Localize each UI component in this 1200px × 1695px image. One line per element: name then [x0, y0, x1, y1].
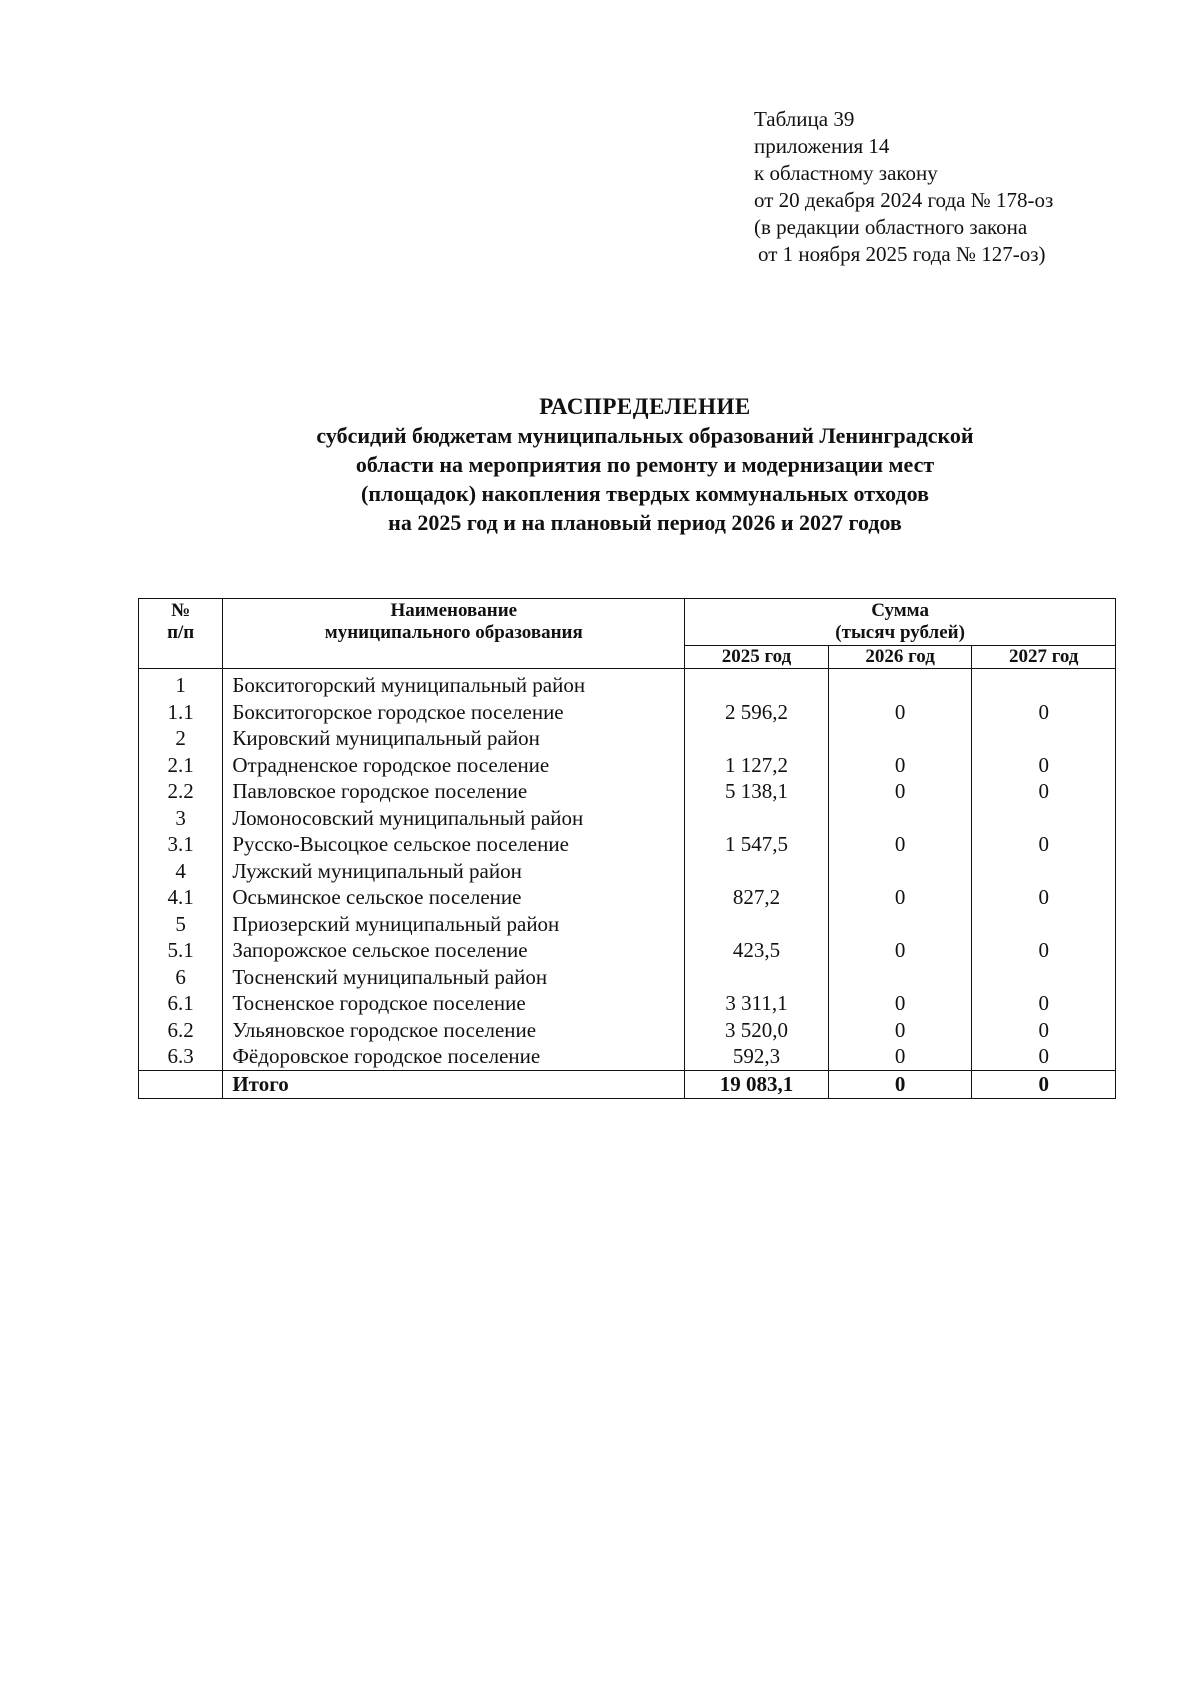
attachment-line: (в редакции областного закона	[754, 215, 1028, 239]
row-value-2025: 1 547,5	[685, 831, 829, 858]
header-number-line1: №	[171, 600, 191, 621]
row-value-2025	[685, 858, 829, 885]
header-year-2026: 2026 год	[828, 646, 972, 669]
row-name: Павловское городское поселение	[223, 778, 685, 805]
row-name: Ломоносовский муниципальный район	[223, 805, 685, 832]
table-body	[139, 669, 1116, 1099]
total-value-2027: 0	[972, 1070, 1116, 1098]
table-header-row	[139, 599, 1116, 646]
total-row	[139, 1070, 1116, 1098]
row-value-2026	[828, 669, 972, 699]
table-row	[139, 911, 1116, 938]
row-value-2026	[828, 805, 972, 832]
row-name: Кировский муниципальный район	[223, 725, 685, 752]
header-name	[223, 599, 685, 669]
row-number: 3	[139, 805, 223, 832]
row-value-2026	[828, 964, 972, 991]
row-name: Бокситогорский муниципальный район	[223, 669, 685, 699]
row-number: 6.2	[139, 1017, 223, 1044]
table-row	[139, 752, 1116, 779]
row-value-2025: 3 520,0	[685, 1017, 829, 1044]
document-title: РАСПРЕДЕЛЕНИЕ	[539, 394, 751, 419]
row-name: Бокситогорское городское поселение	[223, 699, 685, 726]
row-number: 4.1	[139, 884, 223, 911]
total-number-empty	[139, 1070, 223, 1098]
row-value-2025: 592,3	[685, 1043, 829, 1070]
header-sum	[685, 599, 1116, 646]
row-name: Осьминское сельское поселение	[223, 884, 685, 911]
row-value-2025	[685, 964, 829, 991]
table-row	[139, 990, 1116, 1017]
row-value-2025	[685, 911, 829, 938]
total-label: Итого	[223, 1070, 685, 1098]
row-value-2026: 0	[828, 778, 972, 805]
row-value-2026: 0	[828, 990, 972, 1017]
row-name: Русско-Высоцкое сельское поселение	[223, 831, 685, 858]
row-value-2026: 0	[828, 1017, 972, 1044]
document-subtitle-line: области на мероприятия по ремонту и модернизации мест	[355, 452, 935, 477]
attachment-reference	[754, 106, 1134, 268]
row-value-2025: 827,2	[685, 884, 829, 911]
header-year-2025: 2025 год	[685, 646, 829, 669]
document-subtitle-line: на 2025 год и на плановый период 2026 и 2027 годов	[388, 510, 902, 535]
table-row	[139, 805, 1116, 832]
row-number: 6.1	[139, 990, 223, 1017]
table-row	[139, 725, 1116, 752]
table-row	[139, 1017, 1116, 1044]
table-row	[139, 831, 1116, 858]
row-value-2026	[828, 911, 972, 938]
header-number-line2: п/п	[167, 622, 195, 643]
row-name: Отрадненское городское поселение	[223, 752, 685, 779]
row-value-2025: 1 127,2	[685, 752, 829, 779]
row-value-2026: 0	[828, 699, 972, 726]
row-value-2027	[972, 964, 1116, 991]
document-heading	[130, 392, 1160, 537]
row-value-2027	[972, 858, 1116, 885]
row-number: 1	[139, 669, 223, 699]
row-number: 2.2	[139, 778, 223, 805]
row-number: 2.1	[139, 752, 223, 779]
row-number: 4	[139, 858, 223, 885]
table-row	[139, 884, 1116, 911]
row-name: Ульяновское городское поселение	[223, 1017, 685, 1044]
table-row	[139, 699, 1116, 726]
row-value-2025: 5 138,1	[685, 778, 829, 805]
row-value-2027: 0	[972, 884, 1116, 911]
header-number	[139, 599, 223, 669]
row-value-2027	[972, 669, 1116, 699]
row-number: 6.3	[139, 1043, 223, 1070]
row-value-2027: 0	[972, 699, 1116, 726]
header-name-line1: Наименование	[390, 600, 518, 621]
row-number: 5.1	[139, 937, 223, 964]
row-value-2025	[685, 805, 829, 832]
row-number: 6	[139, 964, 223, 991]
row-value-2026: 0	[828, 752, 972, 779]
row-value-2025	[685, 725, 829, 752]
row-name: Тосненское городское поселение	[223, 990, 685, 1017]
row-value-2027: 0	[972, 1017, 1116, 1044]
row-value-2027	[972, 725, 1116, 752]
row-value-2025: 423,5	[685, 937, 829, 964]
attachment-line: к областному закону	[754, 161, 938, 185]
row-value-2025: 3 311,1	[685, 990, 829, 1017]
attachment-line: приложения 14	[754, 134, 890, 158]
table-row	[139, 778, 1116, 805]
row-value-2027: 0	[972, 752, 1116, 779]
header-name-line2: муниципального образования	[324, 622, 583, 643]
row-value-2026: 0	[828, 884, 972, 911]
row-value-2025: 2 596,2	[685, 699, 829, 726]
row-value-2027	[972, 911, 1116, 938]
attachment-line: Таблица 39	[754, 107, 855, 131]
row-value-2027: 0	[972, 937, 1116, 964]
total-value-2025: 19 083,1	[685, 1070, 829, 1098]
row-value-2027: 0	[972, 990, 1116, 1017]
row-number: 1.1	[139, 699, 223, 726]
distribution-table	[138, 598, 1116, 1099]
row-value-2026: 0	[828, 1043, 972, 1070]
table-row	[139, 1043, 1116, 1070]
total-value-2026: 0	[828, 1070, 972, 1098]
row-value-2026	[828, 725, 972, 752]
row-value-2027: 0	[972, 778, 1116, 805]
row-number: 2	[139, 725, 223, 752]
row-value-2027: 0	[972, 831, 1116, 858]
table-row	[139, 669, 1116, 699]
row-name: Лужский муниципальный район	[223, 858, 685, 885]
attachment-line: от 1 ноября 2025 года № 127-оз)	[758, 242, 1046, 266]
row-name: Приозерский муниципальный район	[223, 911, 685, 938]
row-value-2026: 0	[828, 937, 972, 964]
document-subtitle-line: (площадок) накопления твердых коммунальных отходов	[361, 481, 929, 506]
row-name: Тосненский муниципальный район	[223, 964, 685, 991]
row-value-2027	[972, 805, 1116, 832]
table-row	[139, 937, 1116, 964]
row-value-2027: 0	[972, 1043, 1116, 1070]
row-value-2026	[828, 858, 972, 885]
row-value-2026: 0	[828, 831, 972, 858]
row-name: Запорожское сельское поселение	[223, 937, 685, 964]
row-number: 5	[139, 911, 223, 938]
table-row	[139, 964, 1116, 991]
header-year-2027: 2027 год	[972, 646, 1116, 669]
header-sum-line1: Сумма	[871, 600, 929, 621]
table-row	[139, 858, 1116, 885]
row-number: 3.1	[139, 831, 223, 858]
header-sum-line2: (тысяч рублей)	[835, 622, 965, 643]
row-value-2025	[685, 669, 829, 699]
row-name: Фёдоровское городское поселение	[223, 1043, 685, 1070]
document-subtitle-line: субсидий бюджетам муниципальных образований Ленинградской	[316, 423, 974, 448]
attachment-line: от 20 декабря 2024 года № 178-оз	[754, 188, 1054, 212]
